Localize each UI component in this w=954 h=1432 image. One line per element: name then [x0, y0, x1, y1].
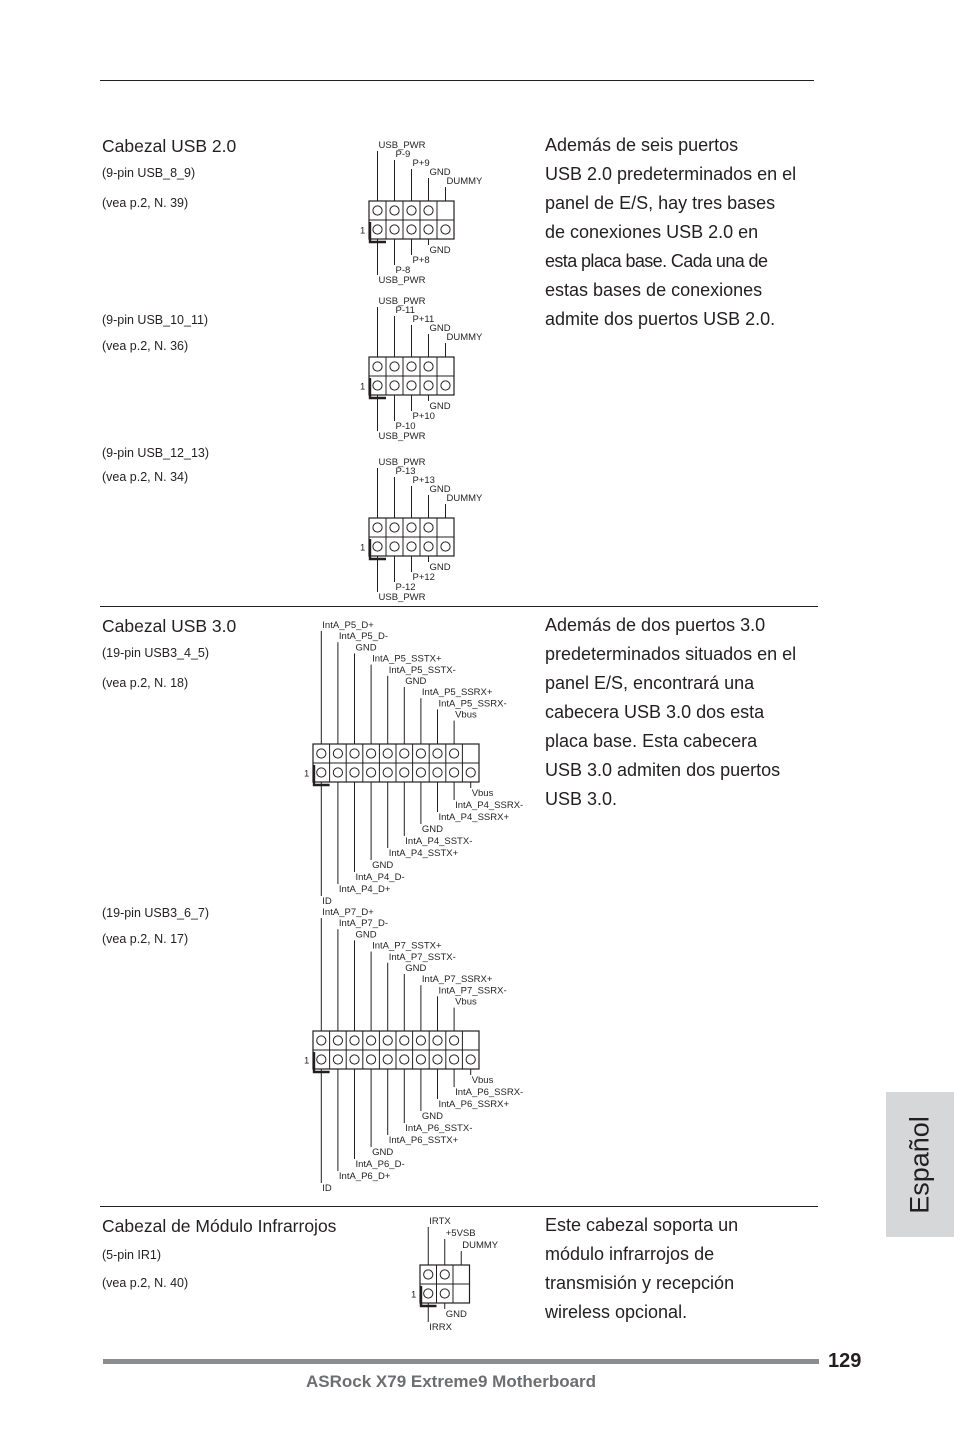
- usb2-8-9-header-diagram: [355, 140, 505, 290]
- ir-header-diagram: [405, 1215, 515, 1345]
- header-pin: [424, 381, 433, 390]
- pin-label: GND: [421, 1111, 444, 1122]
- pin-label: Vbus: [455, 996, 477, 1008]
- usb3-desc-line: cabecera USB 3.0 dos esta: [545, 702, 765, 722]
- pin1-label: 1: [304, 1055, 310, 1067]
- pin-label: P-9: [395, 149, 411, 160]
- usb2-desc-line: USB 2.0 predeterminados en el: [545, 164, 797, 184]
- pin-label: IntA_P5_D-: [338, 631, 389, 643]
- header-pin: [333, 1036, 342, 1045]
- header-pin: [373, 362, 382, 371]
- pin1-label: 1: [304, 768, 310, 780]
- ir-desc-line: wireless opcional.: [545, 1302, 688, 1322]
- pin-label: IntA_P4_D+: [338, 884, 391, 895]
- header-pin: [367, 1036, 376, 1045]
- header-pin: [416, 749, 425, 758]
- header-pin: [333, 749, 342, 758]
- pin-label: P+11: [412, 314, 435, 325]
- header-pin: [433, 1036, 442, 1045]
- pin-label: USB_PWR: [378, 296, 426, 307]
- header-pin: [450, 1055, 459, 1064]
- header-pin: [373, 381, 382, 390]
- header-pin: [350, 1036, 359, 1045]
- pin-label: GND: [429, 484, 451, 495]
- header-pin: [424, 1270, 433, 1279]
- language-tab: [886, 1092, 954, 1237]
- pin-label: IntA_P4_SSRX-: [455, 800, 524, 811]
- usb3-ref2: (vea p.2, N. 17): [102, 932, 189, 946]
- header-pin: [373, 225, 382, 234]
- header-pin: [367, 768, 376, 777]
- ir-desc-line: módulo infrarrojos de: [545, 1244, 715, 1264]
- usb3-desc-line: placa base. Esta cabecera: [545, 731, 758, 751]
- header-pin: [416, 1036, 425, 1045]
- pin-label: GND: [429, 562, 451, 573]
- header-pin: [416, 768, 425, 777]
- pin-label: GND: [429, 401, 451, 412]
- pin-label: GND: [372, 1147, 394, 1158]
- pin-label: P-12: [395, 582, 416, 593]
- pin-label: P-10: [395, 421, 416, 432]
- pin-label: IntA_P6_SSTX+: [388, 1135, 459, 1146]
- pin-label: IntA_P5_SSTX-: [388, 664, 456, 676]
- usb3-description: [545, 611, 796, 814]
- pin-label: GND: [355, 642, 377, 654]
- usb3-6-7-header-diagram: [300, 905, 530, 1194]
- pin-label: GND: [421, 824, 444, 835]
- pin-label: USB_PWR: [378, 592, 426, 603]
- header-pin: [424, 225, 433, 234]
- header-pin: [400, 1055, 409, 1064]
- header-pin: [407, 206, 416, 215]
- header-pin: [390, 225, 399, 234]
- header-pin: [333, 1055, 342, 1064]
- footer-title: ASRock X79 Extreme9 Motherboard: [306, 1372, 597, 1391]
- pin-label: +5VSB: [445, 1228, 476, 1239]
- usb3-ref1: (vea p.2, N. 18): [102, 676, 189, 690]
- ir-divider: [100, 1206, 818, 1207]
- header-pin: [441, 225, 450, 234]
- usb2-sub3: (9-pin USB_12_13): [102, 446, 210, 460]
- pin-label: IntA_P6_SSRX+: [438, 1099, 510, 1110]
- header-pin: [450, 768, 459, 777]
- pin-label: IntA_P6_D+: [338, 1171, 391, 1182]
- header-pin: [424, 362, 433, 371]
- usb2-desc-line: de conexiones USB 2.0 en: [545, 222, 759, 242]
- header-pin: [373, 523, 382, 532]
- ir-ref1: (vea p.2, N. 40): [102, 1276, 189, 1290]
- header-pin: [433, 1055, 442, 1064]
- header-pin: [441, 381, 450, 390]
- header-pin: [400, 1036, 409, 1045]
- pin-label: IntA_P7_D+: [322, 907, 374, 918]
- header-pin: [424, 523, 433, 532]
- header-pin: [424, 206, 433, 215]
- usb3-desc-line: USB 3.0.: [545, 789, 618, 809]
- ir-desc-line: transmisión y recepción: [545, 1273, 735, 1293]
- header-pin: [317, 1036, 326, 1045]
- pin-label: IntA_P7_SSTX-: [388, 951, 456, 963]
- usb2-sub1: (9-pin USB_8_9): [102, 166, 196, 180]
- header-pin: [407, 523, 416, 532]
- pin-label: GND: [405, 676, 427, 687]
- pin-label: IntA_P7_SSRX+: [421, 974, 493, 986]
- header-pin: [424, 542, 433, 551]
- usb2-ref1: (vea p.2, N. 39): [102, 196, 189, 210]
- ir-sub1: (5-pin IR1): [102, 1248, 162, 1262]
- usb2-description: [545, 131, 796, 334]
- pin-label: IntA_P7_SSTX+: [372, 940, 442, 952]
- usb3-desc-line: predeterminados situados en el: [545, 644, 797, 664]
- header-pin: [440, 1270, 449, 1279]
- pin-label: P+13: [412, 475, 435, 486]
- pin-label: P-11: [395, 305, 415, 316]
- ir-desc-line: Este cabezal soporta un: [545, 1215, 739, 1235]
- header-pin: [466, 768, 475, 777]
- usb2-12-13-header-diagram: [355, 457, 505, 607]
- header-pin: [383, 1036, 392, 1045]
- usb3-desc-line: Además de dos puertos 3.0: [545, 615, 766, 635]
- pin-label: IntA_P6_D-: [355, 1159, 405, 1170]
- pin-label: GND: [429, 245, 451, 256]
- pin-label: DUMMY: [446, 493, 483, 504]
- pin-label: IntA_P6_SSRX-: [455, 1087, 524, 1098]
- ir-description: [545, 1211, 738, 1327]
- usb2-ref2: (vea p.2, N. 36): [102, 339, 189, 353]
- usb2-desc-line: Además de seis puertos: [545, 135, 739, 155]
- pin-label: P-13: [395, 466, 416, 477]
- header-pin: [416, 1055, 425, 1064]
- pin-label: GND: [355, 929, 377, 941]
- pin-label: P+12: [412, 572, 435, 583]
- header-pin: [373, 542, 382, 551]
- usb3-title: Cabezal USB 3.0: [102, 616, 237, 636]
- header-pin: [407, 362, 416, 371]
- pin-label: USB_PWR: [378, 457, 426, 468]
- header-pin: [383, 768, 392, 777]
- header-pin: [350, 1055, 359, 1064]
- header-pin: [440, 1289, 449, 1298]
- header-pin: [407, 381, 416, 390]
- pin-label: IntA_P5_SSRX-: [438, 698, 507, 710]
- pin-label: IntA_P5_D+: [322, 620, 374, 631]
- pin1-label: 1: [360, 381, 366, 393]
- pin-label: P+8: [412, 255, 430, 266]
- header-pin: [317, 749, 326, 758]
- header-pin: [407, 542, 416, 551]
- header-pin: [317, 768, 326, 777]
- pin-label: IRTX: [429, 1216, 451, 1227]
- header-pin: [433, 768, 442, 777]
- pin-label: IntA_P5_SSRX+: [421, 687, 493, 699]
- pin-label: IntA_P7_D-: [338, 918, 389, 930]
- pin-label: USB_PWR: [378, 140, 426, 151]
- pin-label: IntA_P4_SSRX+: [438, 812, 510, 823]
- pin-label: IntA_P4_SSTX-: [405, 836, 473, 847]
- pin1-label: 1: [360, 542, 366, 554]
- header-pin: [400, 768, 409, 777]
- pin-label: DUMMY: [462, 1240, 499, 1251]
- header-pin: [400, 749, 409, 758]
- header-pin: [390, 362, 399, 371]
- pin1-label: 1: [411, 1289, 417, 1301]
- header-pin: [390, 206, 399, 215]
- pin-label: P+10: [412, 411, 435, 422]
- pin-label: P-8: [395, 265, 411, 276]
- header-pin: [441, 542, 450, 551]
- footer-bar: [103, 1359, 819, 1364]
- usb2-ref3: (vea p.2, N. 34): [102, 470, 189, 484]
- pin-label: IRRX: [429, 1322, 452, 1333]
- pin1-label: 1: [360, 225, 366, 237]
- usb2-desc-line: panel de E/S, hay tres bases: [545, 193, 776, 213]
- pin-label: GND: [445, 1309, 467, 1320]
- header-pin: [367, 749, 376, 758]
- pin-label: IntA_P7_SSRX-: [438, 985, 507, 997]
- header-pin: [450, 1036, 459, 1045]
- pin-label: Vbus: [471, 1075, 494, 1086]
- pin-label: USB_PWR: [378, 431, 426, 442]
- header-pin: [383, 749, 392, 758]
- header-pin: [350, 749, 359, 758]
- header-pin: [373, 206, 382, 215]
- header-pin: [390, 381, 399, 390]
- pin-label: IntA_P6_SSTX-: [405, 1123, 473, 1134]
- pin-label: DUMMY: [446, 176, 483, 187]
- ir-title: Cabezal de Módulo Infrarrojos: [102, 1216, 337, 1236]
- pin-label: GND: [429, 323, 451, 334]
- header-pin: [333, 768, 342, 777]
- pin-label: USB_PWR: [378, 275, 426, 286]
- pin-label: GND: [372, 860, 394, 871]
- usb3-sub1: (19-pin USB3_4_5): [102, 646, 210, 660]
- header-pin: [317, 1055, 326, 1064]
- header-pin: [350, 768, 359, 777]
- header-pin: [450, 749, 459, 758]
- pin-label: ID: [322, 896, 332, 907]
- usb2-sub2: (9-pin USB_10_11): [102, 313, 209, 327]
- header-pin: [407, 225, 416, 234]
- header-pin: [424, 1289, 433, 1298]
- pin-label: IntA_P4_D-: [355, 872, 405, 883]
- header-pin: [367, 1055, 376, 1064]
- pin-label: IntA_P5_SSTX+: [372, 653, 442, 665]
- header-pin: [390, 542, 399, 551]
- pin-label: GND: [405, 963, 427, 974]
- pin-label: GND: [429, 167, 451, 178]
- header-pin: [466, 1055, 475, 1064]
- pin-label: P+9: [412, 158, 430, 169]
- pin-label: IntA_P4_SSTX+: [388, 848, 459, 859]
- header-pin: [383, 1055, 392, 1064]
- usb3-desc-line: panel E/S, encontrará una: [545, 673, 755, 693]
- pin-label: DUMMY: [446, 332, 483, 343]
- usb3-desc-line: USB 3.0 admiten dos puertos: [545, 760, 781, 780]
- usb3-sub2: (19-pin USB3_6_7): [102, 906, 210, 920]
- header-pin: [433, 749, 442, 758]
- page-number: 129: [828, 1350, 862, 1372]
- language-tab-label: Español: [904, 1115, 935, 1214]
- usb2-desc-line: admite dos puertos USB 2.0.: [545, 309, 776, 329]
- top-rule: [100, 80, 814, 81]
- pin-label: Vbus: [455, 709, 477, 721]
- usb3-4-5-header-diagram: [300, 618, 530, 907]
- pin-label: ID: [322, 1183, 332, 1194]
- usb2-desc-line: estas bases de conexiones: [545, 280, 763, 300]
- pin-label: Vbus: [471, 788, 494, 799]
- usb2-title: Cabezal USB 2.0: [102, 136, 237, 156]
- usb2-desc-line: esta placa base. Cada una de: [545, 251, 768, 271]
- usb2-10-11-header-diagram: [355, 296, 505, 446]
- header-pin: [390, 523, 399, 532]
